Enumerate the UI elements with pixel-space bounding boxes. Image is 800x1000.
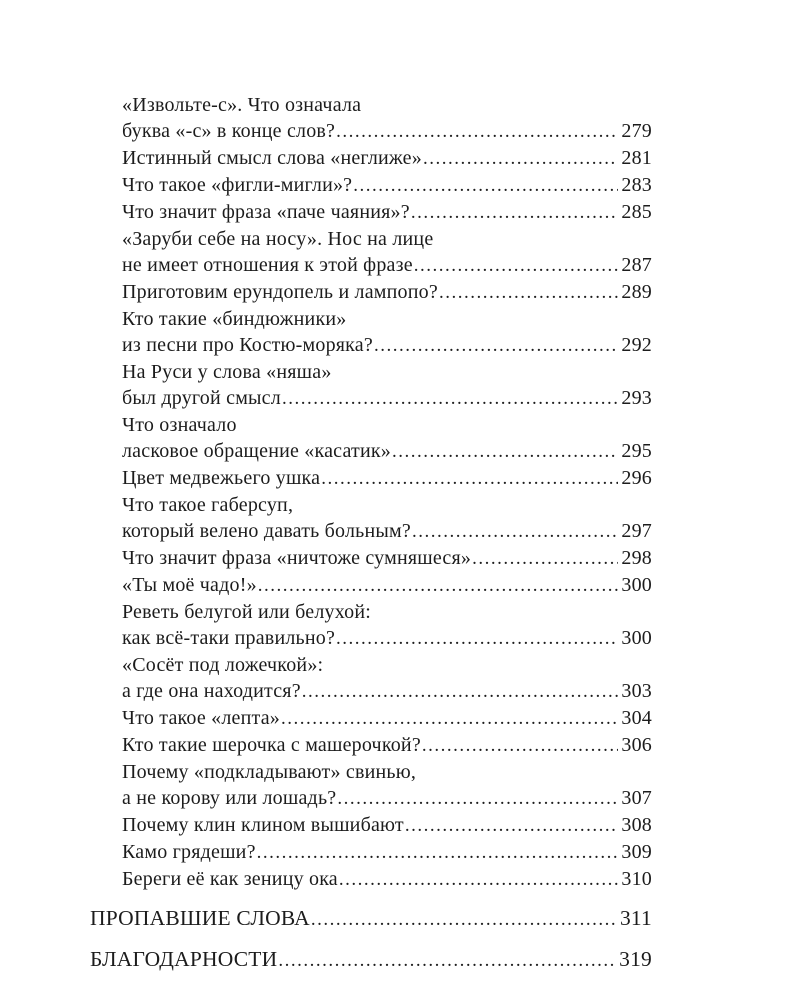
toc-entry-title: был другой смысл xyxy=(122,387,281,409)
toc-entry xyxy=(122,599,652,652)
dot-leader xyxy=(282,385,618,412)
dot-leader xyxy=(439,279,618,306)
toc-entry-title: а где она находится? xyxy=(122,680,301,702)
dot-leader xyxy=(278,945,616,975)
toc-entry xyxy=(122,652,652,705)
dot-leader xyxy=(414,252,619,279)
dot-leader xyxy=(411,199,619,226)
dot-leader xyxy=(302,678,619,705)
toc-entry-title: Что значит фраза «паче чаяния»? xyxy=(122,201,410,223)
toc-entry-title: буква «-с» в конце слов? xyxy=(122,120,336,142)
dot-leader xyxy=(337,785,618,812)
toc-entry-page-number: 309 xyxy=(621,841,652,863)
toc-entry-title: не имеет отношения к этой фразе xyxy=(122,254,413,276)
dot-leader xyxy=(423,145,618,172)
dot-leader xyxy=(336,118,618,145)
toc-entry-page-number: 300 xyxy=(621,627,652,649)
toc-entry-page-number: 297 xyxy=(621,520,652,542)
toc-entry-page-number: 308 xyxy=(621,814,652,836)
toc-entry-page-number: 293 xyxy=(621,387,652,409)
dot-leader xyxy=(412,518,618,545)
toc-entry-title: Что такое «фигли-мигли»? xyxy=(122,174,353,196)
toc-entry-page-number: 307 xyxy=(621,787,652,809)
toc-entry-title: ласковое обращение «касатик» xyxy=(122,440,392,462)
dot-leader xyxy=(321,465,618,492)
toc-entry-row xyxy=(90,945,652,975)
toc-entry-title: Что такое «лепта» xyxy=(122,707,280,729)
toc-entry-row xyxy=(122,438,652,465)
toc-entry xyxy=(122,359,652,412)
toc-entry-row xyxy=(122,572,652,599)
toc-entry-row xyxy=(122,145,652,172)
toc-entry-row xyxy=(122,866,652,893)
toc-entry-line: На Руси у слова «няша» xyxy=(122,361,332,383)
toc-entry-line: «Извольте-с». Что означала xyxy=(122,94,362,116)
toc-entry xyxy=(122,199,652,226)
toc-entry xyxy=(122,572,652,599)
toc-entry-row xyxy=(122,732,652,759)
toc-entry-title: Береги её как зеницу ока xyxy=(122,868,338,890)
toc-entry-page-number: 300 xyxy=(621,574,652,596)
toc-entry xyxy=(90,945,652,975)
toc-entry-title: Цвет медвежьего ушка xyxy=(122,467,321,489)
toc-entry-row xyxy=(122,252,652,279)
toc-entry xyxy=(122,279,652,306)
dot-leader xyxy=(374,332,618,359)
toc-entry xyxy=(122,306,652,359)
toc-entry-page-number: 289 xyxy=(621,281,652,303)
toc-entry-row xyxy=(122,625,652,652)
toc-entry-title: БЛАГОДАРНОСТИ xyxy=(90,947,278,971)
toc-list xyxy=(90,92,652,975)
dot-leader xyxy=(422,732,618,759)
toc-entry-line: «Заруби себе на носу». Нос на лице xyxy=(122,228,434,250)
toc-entry-page-number: 304 xyxy=(621,707,652,729)
toc-entry xyxy=(90,904,652,934)
toc-entry-line: «Сосёт под ложечкой»: xyxy=(122,654,324,676)
toc-entry-title: который велено давать больным? xyxy=(122,520,411,542)
dot-leader xyxy=(336,625,618,652)
toc-entry-title: Приготовим ерундопель и лампопо? xyxy=(122,281,438,303)
toc-entry-page-number: 298 xyxy=(621,547,652,569)
toc-entry-title: «Ты моё чадо!» xyxy=(122,574,257,596)
toc-entry xyxy=(122,92,652,145)
toc-entry-row xyxy=(122,545,652,572)
toc-entry-page-number: 296 xyxy=(621,467,652,489)
toc-entry xyxy=(122,866,652,893)
toc-entry-row xyxy=(122,385,652,412)
toc-entry-line: Что такое габерсуп, xyxy=(122,494,294,516)
toc-entry-row xyxy=(90,904,652,934)
dot-leader xyxy=(339,866,619,893)
dot-leader xyxy=(311,904,617,934)
toc-entry-page-number: 287 xyxy=(621,254,652,276)
toc-entry-page-number: 319 xyxy=(619,947,652,971)
dot-leader xyxy=(353,172,618,199)
toc-entry xyxy=(122,492,652,545)
toc-entry-page-number: 285 xyxy=(621,201,652,223)
toc-entry-title: как всё-таки правильно? xyxy=(122,627,336,649)
toc-entry-page-number: 292 xyxy=(621,334,652,356)
toc-entry-page-number: 279 xyxy=(621,120,652,142)
toc-entry xyxy=(122,759,652,812)
toc-entry-line: Что означало xyxy=(122,414,237,436)
toc-entry-row xyxy=(122,118,652,145)
dot-leader xyxy=(281,705,618,732)
toc-entry-page-number: 281 xyxy=(621,147,652,169)
toc-entry xyxy=(122,172,652,199)
toc-entry-page-number: 310 xyxy=(621,868,652,890)
dot-leader xyxy=(257,839,619,866)
toc-entry-row xyxy=(122,465,652,492)
toc-entry-title: из песни про Костю-моряка? xyxy=(122,334,373,356)
toc-entry xyxy=(122,705,652,732)
toc-entry-title: Что значит фраза «ничтоже сумняшеся» xyxy=(122,547,472,569)
toc-entry xyxy=(122,465,652,492)
toc-entry-row xyxy=(122,279,652,306)
toc-entry xyxy=(122,412,652,465)
toc-entry-row xyxy=(122,812,652,839)
toc-entry-title: а не корову или лошадь? xyxy=(122,787,337,809)
toc-entry-page-number: 306 xyxy=(621,734,652,756)
toc-entry xyxy=(122,732,652,759)
toc-entry-page-number: 283 xyxy=(621,174,652,196)
toc-entry-title: Камо грядеши? xyxy=(122,841,256,863)
dot-leader xyxy=(405,812,619,839)
toc-entry xyxy=(122,545,652,572)
toc-entry-page-number: 311 xyxy=(619,906,652,930)
toc-entry xyxy=(122,226,652,279)
toc-entry-row xyxy=(122,839,652,866)
toc-entry-title: Кто такие шерочка с машерочкой? xyxy=(122,734,421,756)
toc-entry-row xyxy=(122,678,652,705)
toc-entry-row xyxy=(122,785,652,812)
toc-entry-row xyxy=(122,332,652,359)
toc-entry xyxy=(122,839,652,866)
toc-entry-page-number: 295 xyxy=(621,440,652,462)
toc-entry-row xyxy=(122,705,652,732)
toc-entry-line: Реветь белугой или белухой: xyxy=(122,601,372,623)
toc-entry-title: Почему клин клином вышибают xyxy=(122,814,404,836)
toc-entry xyxy=(122,145,652,172)
toc-entry-page-number: 303 xyxy=(621,680,652,702)
dot-leader xyxy=(392,438,618,465)
toc-entry-row xyxy=(122,518,652,545)
toc-entry-line: Кто такие «биндюжники» xyxy=(122,308,347,330)
toc-entry-title: ПРОПАВШИЕ СЛОВА xyxy=(90,906,310,930)
dot-leader xyxy=(258,572,619,599)
toc-entry-line: Почему «подкладывают» свинью, xyxy=(122,761,417,783)
toc-entry-title: Истинный смысл слова «неглиже» xyxy=(122,147,422,169)
dot-leader xyxy=(472,545,618,572)
toc-entry-row xyxy=(122,172,652,199)
toc-entry-row xyxy=(122,199,652,226)
toc-entry xyxy=(122,812,652,839)
